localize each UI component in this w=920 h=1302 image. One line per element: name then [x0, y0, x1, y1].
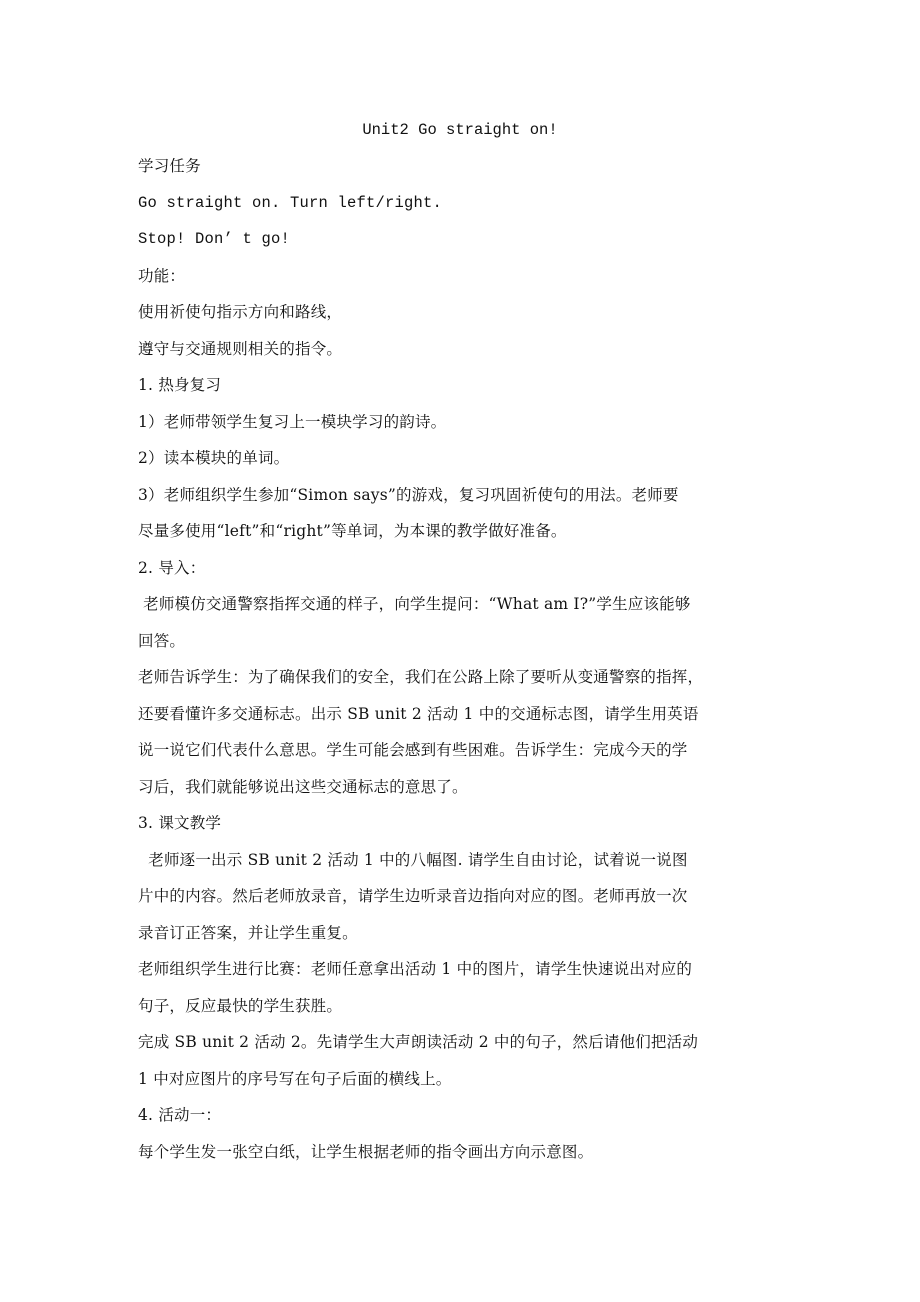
- lead-in-para-2-line-2: 还要看懂许多交通标志。出示 SB unit 2 活动 1 中的交通标志图，请学生用英语: [138, 704, 699, 723]
- lead-in-para-1-line-2: 回答。: [138, 631, 186, 650]
- activity-one-para: 每个学生发一张空白纸，让学生根据老师的指令画出方向示意图。: [138, 1142, 594, 1161]
- lead-in-para-2-line-1: 老师告诉学生：为了确保我们的安全，我们在公路上除了要听从变通警察的指挥，: [138, 668, 704, 686]
- teaching-para-1-line-2: 片中的内容。然后老师放录音，请学生边听录音边指向对应的图。老师再放一次: [138, 887, 688, 905]
- warmup-step-1: 1）老师带领学生复习上一模块学习的韵诗。: [138, 412, 447, 431]
- teaching-para-1-line-1: 老师逐一出示 SB unit 2 活动 1 中的八幅图. 请学生自由讨论，试着说一说图: [138, 850, 688, 869]
- teaching-para-3-line-1: 完成 SB unit 2 活动 2。先请学生大声朗读活动 2 中的句子，然后请他们把活动: [138, 1033, 699, 1051]
- function-line-2: 遵守与交通规则相关的指令。: [138, 339, 343, 358]
- heading-learning-tasks: 学习任务: [138, 157, 201, 175]
- lead-in-para-2-line-3: 说一说它们代表什么意思。学生可能会感到有些困难。告诉学生：完成今天的学: [138, 741, 688, 759]
- section-activity-one: 4. 活动一：: [138, 1106, 222, 1124]
- document-title: Unit2 Go straight on!: [362, 121, 558, 139]
- warmup-step-2: 2）读本模块的单词。: [138, 449, 290, 467]
- lead-in-para-1-line-1: 老师模仿交通警察指挥交通的样子，向学生提问：“What am I?”学生应该能够: [138, 595, 691, 613]
- teaching-para-3-line-2: 1 中对应图片的序号写在句子后面的横线上。: [138, 1069, 452, 1088]
- document-body: [138, 155, 790, 1177]
- section-warmup: 1. 热身复习: [138, 376, 222, 394]
- section-lead-in: 2. 导入：: [138, 558, 206, 577]
- teaching-para-2-line-1: 老师组织学生进行比赛：老师任意拿出活动 1 中的图片，请学生快速说出对应的: [138, 960, 693, 978]
- lead-in-para-2-line-4: 习后，我们就能够说出这些交通标志的意思了。: [138, 777, 468, 796]
- warmup-step-3-line-2: 尽量多使用“left”和“right”等单词，为本课的教学做好准备。: [138, 522, 567, 540]
- warmup-step-3-line-1: 3）老师组织学生参加“Simon says”的游戏，复习巩固祈使句的用法。老师要: [138, 485, 679, 504]
- teaching-para-2-line-2: 句子，反应最快的学生获胜。: [138, 996, 343, 1015]
- section-text-teaching: 3. 课文教学: [138, 814, 222, 832]
- target-sentence-2: Stop! Don’ t go!: [138, 230, 291, 248]
- function-line-1: 使用祈使句指示方向和路线，: [138, 303, 343, 321]
- teaching-para-1-line-3: 录音订正答案，并让学生重复。: [138, 923, 358, 942]
- heading-function: 功能：: [138, 266, 186, 285]
- target-sentence-1: Go straight on. Turn left/right.: [138, 193, 443, 212]
